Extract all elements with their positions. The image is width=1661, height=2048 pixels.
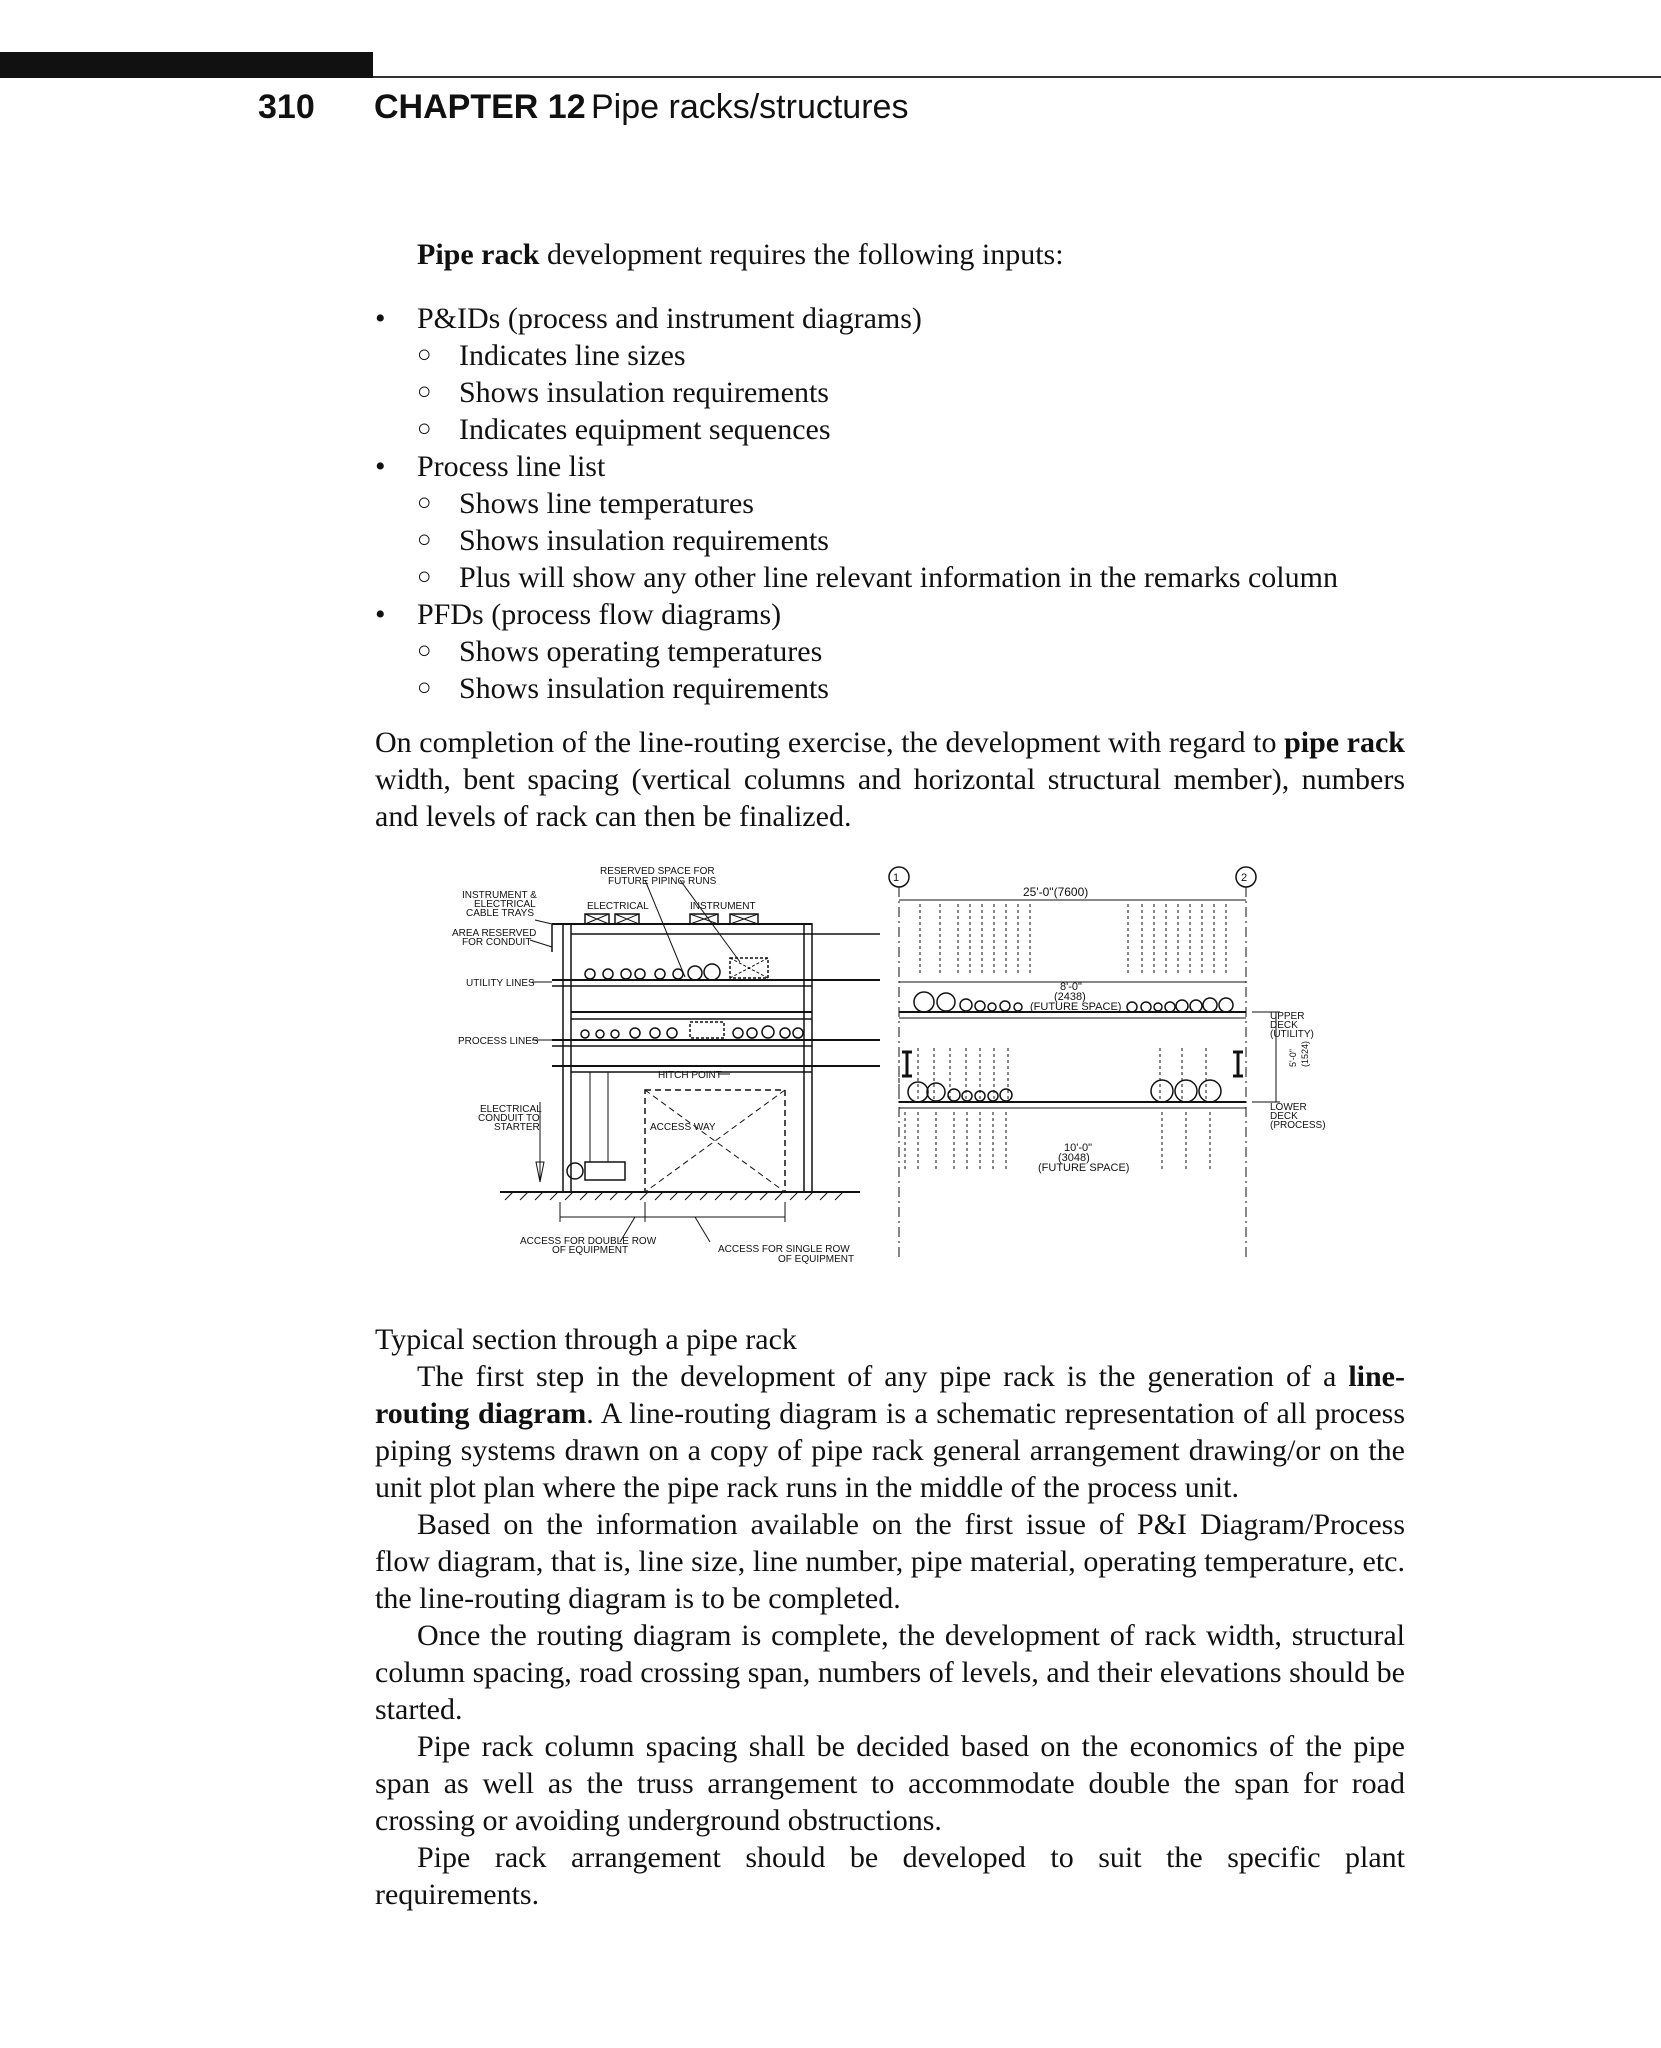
- sub-list-item: ○ Shows line temperatures: [417, 485, 1415, 522]
- once-paragraph: Once the routing diagram is complete, the development of rack width, structural column spacing, road crossing span, numbers of levels, and their elevations should be started.: [375, 1619, 1405, 1726]
- inputs-list: [375, 300, 1415, 707]
- completion-text-a: On completion of the line-routing exercise, the development with regard to: [375, 726, 1285, 759]
- fig-label: FOR CONDUIT: [462, 937, 532, 948]
- right-section-drawing: [889, 867, 1280, 1257]
- fig-label: FUTURE PIPING RUNS: [608, 876, 717, 887]
- step-text-c: . A line-routing diagram is a schematic representation of all process piping systems drawn on a copy of pipe rack general arrangement drawing/or on the unit plot plan where the pipe rack runs in the middle of the process unit.: [375, 1397, 1405, 1504]
- arrangement-paragraph: Pipe rack arrangement should be developed to suit the specific plant requirements.: [375, 1841, 1405, 1911]
- list-item-label: PFDs (process flow diagrams): [417, 598, 782, 631]
- fig-label: CABLE TRAYS: [466, 908, 534, 919]
- fig-label: HITCH POINT: [658, 1070, 722, 1081]
- fig-label: 10'-0": [1064, 1142, 1093, 1154]
- fig-label: STARTER: [494, 1122, 540, 1133]
- sub-list-item: ○ Shows insulation requirements: [417, 522, 1415, 559]
- fig-label: (FUTURE SPACE): [1030, 1001, 1122, 1013]
- fig-label: ACCESS WAY: [650, 1122, 716, 1133]
- sub-list-item: ○ Indicates line sizes: [417, 337, 1415, 374]
- grid-marker: 2: [1241, 872, 1248, 884]
- figure-caption: Typical section through a pipe rack: [375, 1323, 797, 1356]
- intro-bold: Pipe rack: [417, 238, 540, 271]
- header-rule: [373, 76, 1661, 78]
- fig-label: PROCESS LINES: [458, 1036, 539, 1047]
- fig-label: AREA RESERVED: [452, 928, 537, 939]
- intro-paragraph: [417, 236, 1064, 273]
- fig-label: 8'-0": [1060, 981, 1082, 993]
- fig-label: DECK: [1270, 1111, 1298, 1122]
- sub-list-item: ○ Indicates equipment sequences: [417, 411, 1415, 448]
- list-item: [375, 448, 1415, 596]
- column-spacing-paragraph: Pipe rack column spacing shall be decided based on the economics of the pipe span as well as the truss arrangement to accommodate double the span for road crossing or avoiding underground obstructions.: [375, 1730, 1405, 1837]
- list-item: [375, 596, 1415, 707]
- fig-label: 5'-0": [1288, 1049, 1298, 1067]
- sub-list-item: ○ Shows insulation requirements: [417, 374, 1415, 411]
- fig-label: UPPER: [1270, 1011, 1305, 1022]
- fig-label: OF EQUIPMENT: [552, 1245, 629, 1256]
- fig-label: UTILITY LINES: [466, 978, 535, 989]
- sub-list-item: ○ Shows insulation requirements: [417, 670, 1415, 707]
- sub-list-item: ○ Plus will show any other line relevant information in the remarks column: [417, 559, 1415, 596]
- fig-label: ELECTRICAL: [474, 899, 536, 910]
- fig-label: ELECTRICAL: [480, 1104, 542, 1115]
- grid-marker: 1: [893, 872, 900, 884]
- fig-label: ACCESS FOR SINGLE ROW: [718, 1244, 850, 1255]
- chapter-title: Pipe racks/structures: [591, 88, 909, 126]
- left-section-drawing: [500, 880, 880, 1242]
- step-bold: line-routing diagram: [375, 1360, 1405, 1430]
- fig-label: (PROCESS): [1270, 1120, 1326, 1131]
- completion-text-c: width, bent spacing (vertical columns and horizontal structural member), numbers and levels of rack can then be finalized.: [375, 763, 1405, 833]
- list-item-label: P&IDs (process and instrument diagrams): [417, 302, 922, 335]
- fig-label: (2438): [1054, 991, 1086, 1003]
- page-number: 310: [258, 88, 315, 126]
- fig-label: INSTRUMENT &: [462, 890, 537, 901]
- list-item: [375, 300, 1415, 448]
- fig-label: DECK: [1270, 1020, 1298, 1031]
- based-paragraph: Based on the information available on the first issue of P&I Diagram/Process flow diagram, that is, line size, line number, pipe material, operating temperature, etc. the line-routing diagram is to be completed.: [375, 1508, 1405, 1615]
- sub-list-item: ○ Shows operating temperatures: [417, 633, 1415, 670]
- list-item-label: Process line list: [417, 450, 606, 483]
- step-text-a: The first step in the development of any pipe rack is the generation of a: [417, 1360, 1349, 1393]
- fig-label: ELECTRICAL: [587, 901, 649, 912]
- completion-paragraph: [375, 724, 1405, 835]
- pipe-rack-figure: [440, 862, 1340, 1272]
- intro-rest: development requires the following inputs:: [539, 238, 1064, 271]
- chapter-label: CHAPTER 12: [374, 88, 586, 126]
- fig-label: OF EQUIPMENT: [778, 1254, 855, 1265]
- fig-label: INSTRUMENT: [690, 901, 756, 912]
- fig-label: ACCESS FOR DOUBLE ROW: [520, 1236, 657, 1247]
- fig-label: 25'-0"(7600): [1023, 885, 1089, 899]
- fig-label: RESERVED SPACE FOR: [600, 866, 715, 877]
- line-routing-paragraph: [375, 1358, 1405, 1506]
- fig-label: LOWER: [1270, 1102, 1307, 1113]
- header-bar: [0, 52, 373, 78]
- completion-bold: pipe rack: [1284, 726, 1405, 759]
- fig-label: (FUTURE SPACE): [1038, 1162, 1130, 1174]
- fig-label: CONDUIT TO: [478, 1113, 540, 1124]
- fig-label: (3048): [1058, 1152, 1090, 1164]
- fig-label: (1524): [1300, 1040, 1310, 1067]
- fig-label: (UTILITY): [1270, 1029, 1314, 1040]
